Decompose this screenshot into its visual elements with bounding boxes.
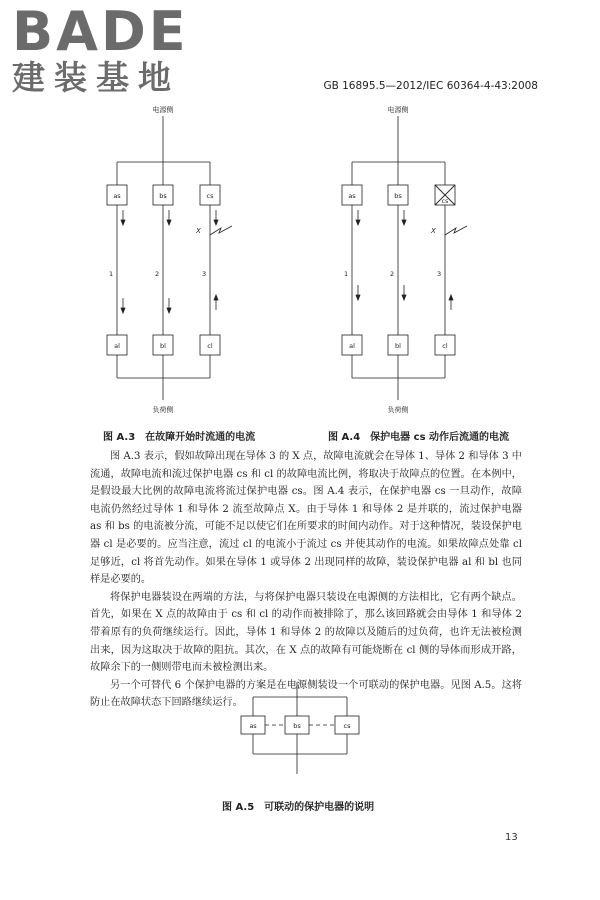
figure-a4-caption: 图 A.4 保护电器 cs 动作后流通的电流 [328, 432, 510, 443]
logo-subtitle: 建装基地 [12, 58, 180, 97]
lightning-icon [210, 226, 232, 235]
a4-bottom-label: 负荷侧 [387, 406, 409, 414]
a4-conductor-1: 1 [344, 270, 349, 278]
a4-conductor-3: 3 [437, 270, 442, 278]
paragraph-2: 将保护电器装设在两端的方法，与将保护电器只装设在电源侧的方法相比，它有两个缺点。首先，如果在 X 点的故障由于 cs 和 cl 的动作而被排除了，那么该回路就会由导体 1 和导体 2 带着原有的负荷继续运行。因此，导体 1 和导体 2 的故障以及随后的过负荷，也许无法被检测出来，因为这取决于故障的阻抗。其次，在 X 点的故障有可能烧断在 cl 侧的导体而形成开路，故障余下的一侧则带电而未被检测出来。 [90, 591, 522, 674]
body-text [90, 448, 522, 712]
svg-text:bs: bs [293, 722, 301, 730]
figure-a4 [330, 100, 490, 420]
figure-a3-caption: 图 A.3 在故障开始时流通的电流 [103, 432, 256, 443]
paragraph-1: 图 A.3 表示，假如故障出现在导体 3 的 X 点，故障电流就会在导体 1、导体 2 和导体 3 中流通，故障电流和流过保护电器 cs 和 cl 的故障电流比例，将取决于故障点的位置。在本例中，是假设最大比例的故障电流将流过保护电器 cs。图 A.4 表示，在保护电器 cs 一旦动作，故障电流仍然经过导体 1 和导体 2 流至故障点 X。由于导体 1 和导体 2 是并联的，流过保护电器 as 和 bs 的电流被分流，可能不足以使它们在所要求的时间内动作。对于这种情况，装设保护电器 cl 是必要的。应当注意，流过 cl 的电流小于流过 cs 并使其动作的电流。如果故障点处靠 cl 足够近，cl 将首先动作。如果在导体 1 或导体 2 出现同样的故障，装设保护电器 al 和 bl 也同样是必要的。 [90, 451, 522, 586]
a3-conductor-1: 1 [109, 270, 114, 278]
svg-text:bs: bs [159, 192, 167, 200]
a3-bottom-label: 负荷侧 [152, 406, 174, 414]
standard-code: GB 16895.5—2012/IEC 60364-4-43:2008 [323, 80, 538, 92]
svg-text:bl: bl [160, 342, 166, 350]
svg-text:cs: cs [343, 722, 351, 730]
figure-a5-diagram [235, 682, 375, 782]
figure-a3 [95, 100, 255, 420]
lightning-icon [445, 226, 467, 235]
svg-text:cs: cs [206, 192, 214, 200]
arrow-down-icon [356, 210, 453, 310]
figure-a5 [235, 682, 375, 782]
svg-text:bs: bs [394, 192, 402, 200]
svg-text:cs: cs [441, 198, 449, 205]
a3-fault-mark: X [196, 227, 201, 235]
figure-a3-diagram [95, 100, 255, 420]
svg-text:as: as [249, 722, 257, 730]
a3-conductor-3: 3 [202, 270, 207, 278]
svg-text:bl: bl [395, 342, 401, 350]
a4-conductor-2: 2 [390, 270, 395, 278]
figure-a4-diagram [330, 100, 490, 420]
a4-fault-mark: X [431, 227, 436, 235]
paragraph-3: 另一个可替代 6 个保护电器的方案是在电源侧装设一个可联动的保护电器。见图 A.5。这将防止在故障状态下回路继续运行。 [90, 679, 522, 709]
svg-text:as: as [113, 192, 121, 200]
logo-brand: BADE [12, 0, 189, 63]
a3-top-label: 电源侧 [152, 106, 174, 114]
svg-text:al: al [114, 342, 120, 350]
svg-text:al: al [349, 342, 355, 350]
a3-conductor-2: 2 [155, 270, 160, 278]
page-number: 13 [505, 832, 518, 843]
figure-a5-caption: 图 A.5 可联动的保护电器的说明 [222, 802, 375, 813]
svg-text:cl: cl [207, 342, 213, 350]
a4-top-label: 电源侧 [387, 106, 409, 114]
arrow-down-icon [121, 210, 218, 313]
svg-text:cl: cl [442, 342, 448, 350]
svg-text:as: as [348, 192, 356, 200]
